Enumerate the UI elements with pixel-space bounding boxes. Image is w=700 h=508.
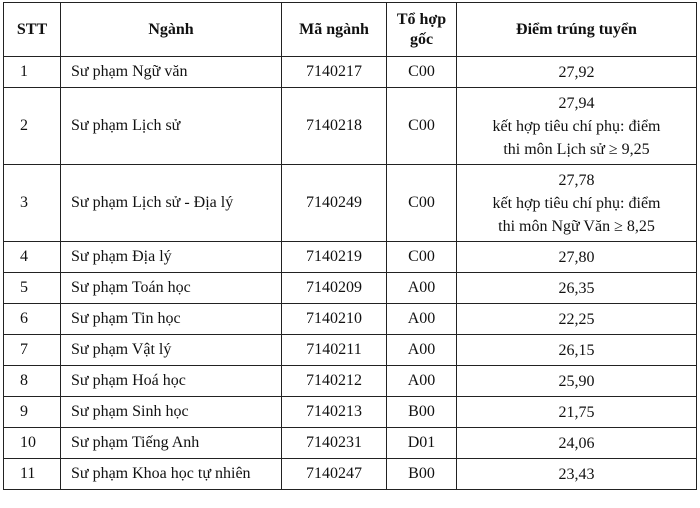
row-major: Sư phạm Lịch sử - Địa lý — [61, 165, 282, 242]
row-stt: 5 — [4, 273, 61, 304]
row-score-cell — [457, 459, 697, 490]
row-group: A00 — [387, 273, 457, 304]
row-score-cell — [457, 165, 697, 242]
row-score: 27,92 — [558, 63, 595, 81]
row-code: 7140211 — [282, 335, 387, 366]
row-score: 21,75 — [558, 403, 595, 421]
table-row — [4, 366, 697, 397]
header-score: Điểm trúng tuyển — [457, 3, 697, 57]
table-row — [4, 57, 697, 88]
row-group: A00 — [387, 304, 457, 335]
row-code: 7140212 — [282, 366, 387, 397]
row-score-cell — [457, 428, 697, 459]
row-code: 7140219 — [282, 242, 387, 273]
row-score-cell — [457, 242, 697, 273]
row-major: Sư phạm Khoa học tự nhiên — [61, 459, 282, 490]
row-code: 7140209 — [282, 273, 387, 304]
row-score: 24,06 — [558, 434, 595, 452]
row-score-note-line1: kết hợp tiêu chí phụ: điểm — [492, 117, 661, 135]
row-group: C00 — [387, 165, 457, 242]
table-row — [4, 397, 697, 428]
row-stt: 11 — [4, 459, 61, 490]
row-group: B00 — [387, 459, 457, 490]
row-score-note-line1: kết hợp tiêu chí phụ: điểm — [492, 194, 661, 212]
row-major: Sư phạm Tin học — [61, 304, 282, 335]
table-row — [4, 88, 697, 165]
row-score: 26,15 — [558, 341, 595, 359]
row-stt: 4 — [4, 242, 61, 273]
row-stt: 9 — [4, 397, 61, 428]
header-row — [4, 3, 697, 57]
row-score-cell — [457, 304, 697, 335]
header-group-line2: gốc — [409, 30, 434, 48]
table-row — [4, 273, 697, 304]
row-code: 7140247 — [282, 459, 387, 490]
row-stt: 2 — [4, 88, 61, 165]
row-code: 7140249 — [282, 165, 387, 242]
row-major: Sư phạm Hoá học — [61, 366, 282, 397]
row-stt: 8 — [4, 366, 61, 397]
row-score: 23,43 — [558, 465, 595, 483]
row-code: 7140213 — [282, 397, 387, 428]
row-score-note-line2: thi môn Lịch sử ≥ 9,25 — [503, 140, 650, 158]
row-group: D01 — [387, 428, 457, 459]
header-stt: STT — [4, 3, 61, 57]
row-major: Sư phạm Địa lý — [61, 242, 282, 273]
row-group: B00 — [387, 397, 457, 428]
row-stt: 6 — [4, 304, 61, 335]
row-score-cell — [457, 397, 697, 428]
row-major: Sư phạm Sinh học — [61, 397, 282, 428]
row-score-cell — [457, 273, 697, 304]
row-code: 7140217 — [282, 57, 387, 88]
row-group: C00 — [387, 57, 457, 88]
row-major: Sư phạm Tiếng Anh — [61, 428, 282, 459]
row-code: 7140218 — [282, 88, 387, 165]
row-major: Sư phạm Lịch sử — [61, 88, 282, 165]
row-score-cell — [457, 335, 697, 366]
row-score: 26,35 — [558, 279, 595, 297]
header-group-line1: Tổ hợp — [396, 10, 447, 28]
row-group: A00 — [387, 366, 457, 397]
row-stt: 1 — [4, 57, 61, 88]
header-group — [387, 3, 457, 57]
row-group: A00 — [387, 335, 457, 366]
table-row — [4, 304, 697, 335]
row-stt: 10 — [4, 428, 61, 459]
row-major: Sư phạm Toán học — [61, 273, 282, 304]
row-score-cell — [457, 88, 697, 165]
row-code: 7140210 — [282, 304, 387, 335]
row-stt: 3 — [4, 165, 61, 242]
row-group: C00 — [387, 242, 457, 273]
table-row — [4, 459, 697, 490]
table-row — [4, 428, 697, 459]
table-row — [4, 242, 697, 273]
row-group: C00 — [387, 88, 457, 165]
row-score: 27,94 — [558, 94, 595, 112]
row-score: 27,80 — [558, 248, 595, 266]
row-score: 25,90 — [558, 372, 595, 390]
row-stt: 7 — [4, 335, 61, 366]
row-score-note-line2: thi môn Ngữ Văn ≥ 8,25 — [498, 217, 655, 235]
row-code: 7140231 — [282, 428, 387, 459]
header-code: Mã ngành — [282, 3, 387, 57]
row-score-cell — [457, 366, 697, 397]
admission-score-table — [3, 2, 697, 490]
row-score-cell — [457, 57, 697, 88]
table-row — [4, 335, 697, 366]
row-major: Sư phạm Ngữ văn — [61, 57, 282, 88]
header-major: Ngành — [61, 3, 282, 57]
row-score: 22,25 — [558, 310, 595, 328]
table-row — [4, 165, 697, 242]
row-score: 27,78 — [558, 171, 595, 189]
row-major: Sư phạm Vật lý — [61, 335, 282, 366]
